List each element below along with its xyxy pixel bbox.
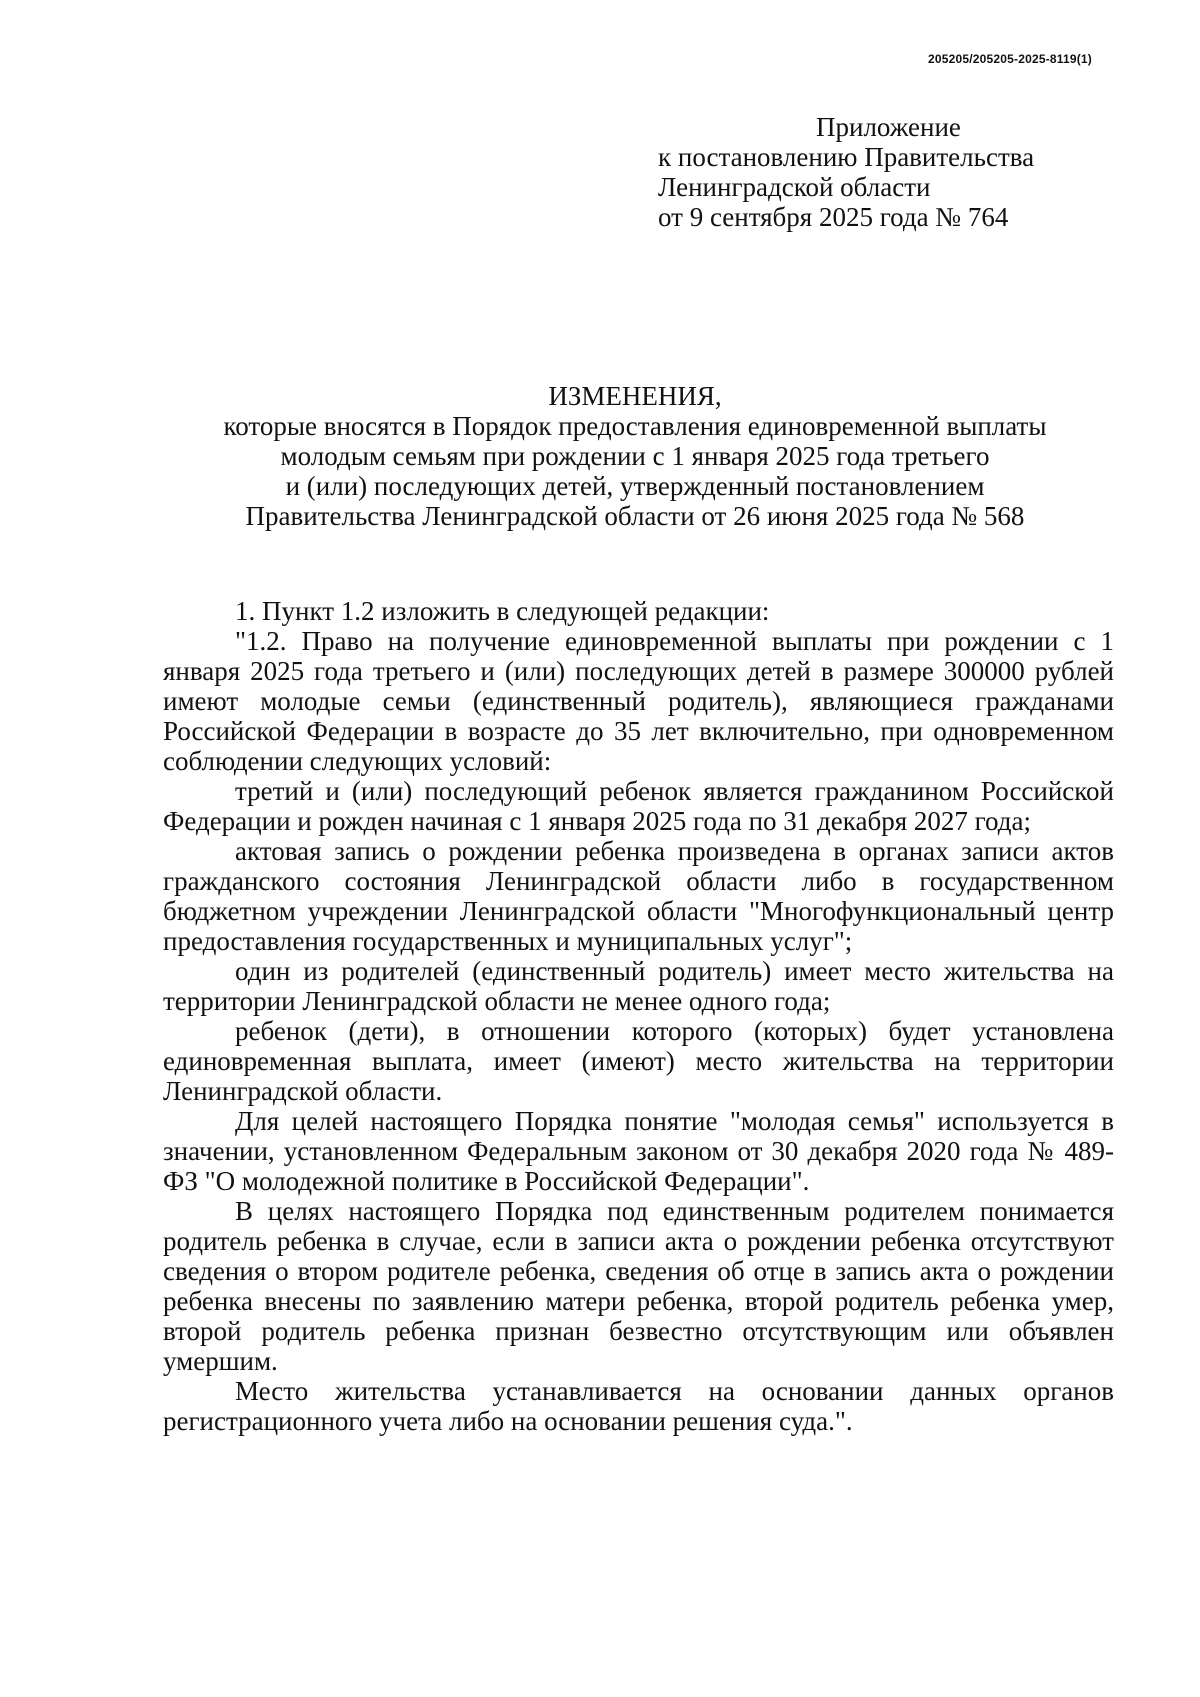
title-line-2: молодым семьям при рождении с 1 января 2025 года третьего — [280, 441, 990, 471]
title-line-1: которые вносятся в Порядок предоставления единовременной выплаты — [223, 411, 1047, 441]
paragraph-4: актовая запись о рождении ребенка произведена в органах записи актов гражданского состояния Ленинградской области либо в государственном бюджетном учреждении Ленинградской области "Многофункциональный центр предоставления государственных и муниципальных услуг"; — [163, 836, 1114, 956]
title-heading: ИЗМЕНЕНИЯ, — [548, 381, 722, 411]
title-line-4: Правительства Ленинградской области от 26 июня 2025 года № 568 — [245, 501, 1025, 531]
appendix-line-3: Ленинградской области — [658, 172, 931, 202]
appendix-line-2: к постановлению Правительства — [658, 142, 1035, 172]
paragraph-9: Место жительства устанавливается на основании данных органов регистрационного учета либо на основании решения суда.". — [163, 1376, 1114, 1436]
paragraph-1: 1. Пункт 1.2 изложить в следующей редакции: — [235, 596, 770, 626]
appendix-block — [658, 112, 1034, 232]
document-id: 205205/205205-2025-8119(1) — [927, 52, 1092, 66]
title-line-3: и (или) последующих детей, утвержденный постановлением — [285, 471, 985, 501]
paragraph-5: один из родителей (единственный родитель) имеет место жительства на территории Ленинградской области не менее одного года; — [163, 956, 1114, 1016]
paragraph-2: "1.2. Право на получение единовременной выплаты при рождении с 1 января 2025 года третьего и (или) последующих детей в размере 300000 рублей имеют молодые семьи (единственный родитель), являющиеся гражданами Российской Федерации в возрасте до 35 лет включительно, при одновременном соблюдении следующих условий: — [163, 626, 1114, 776]
paragraph-7: Для целей настоящего Порядка понятие "молодая семья" используется в значении, установленном Федеральным законом от 30 декабря 2020 года № 489-ФЗ "О молодежной политике в Российской Федерации". — [163, 1106, 1114, 1196]
appendix-line-1: Приложение — [816, 112, 961, 142]
appendix-line-4: от 9 сентября 2025 года № 764 — [658, 202, 1009, 232]
paragraph-3: третий и (или) последующий ребенок является гражданином Российской Федерации и рожден начиная с 1 января 2025 года по 31 декабря 2027 года; — [163, 776, 1114, 836]
document-title — [150, 381, 1120, 531]
paragraph-8: В целях настоящего Порядка под единственным родителем понимается родитель ребенка в случае, если в записи акта о рождении ребенка отсутствуют сведения о втором родителе ребенка, сведения об отце в запись акта о рождении ребенка внесены по заявлению матери ребенка, второй родитель ребенка умер, второй родитель ребенка признан безвестно отсутствующим или объявлен умершим. — [163, 1196, 1114, 1376]
paragraph-6: ребенок (дети), в отношении которого (которых) будет установлена единовременная выплата, имеет (имеют) место жительства на территории Ленинградской области. — [163, 1016, 1114, 1106]
document-body — [163, 596, 1114, 1436]
